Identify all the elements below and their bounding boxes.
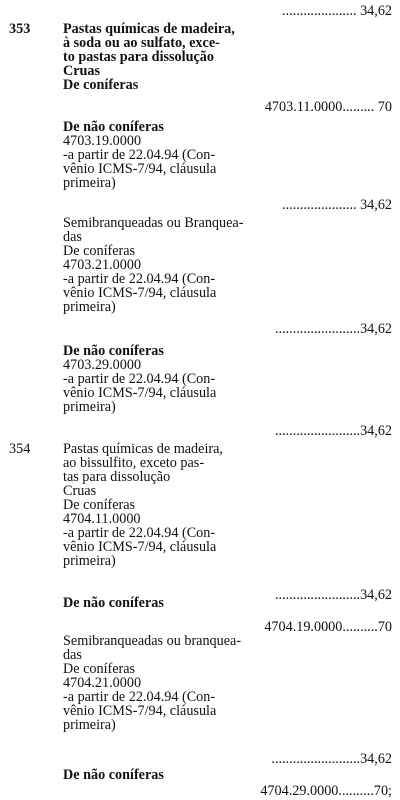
value-line: ..................... 34,62 — [282, 3, 392, 19]
group-note: primeira) — [63, 399, 116, 415]
value-line: .........................34,62 — [271, 751, 392, 767]
group-code: 4703.29.0000 — [63, 357, 142, 373]
item-heading-line: -a partir de 22.04.94 (Con- — [63, 525, 216, 541]
value-line: ........................34,62 — [274, 423, 392, 439]
group-label: Semibranqueadas ou Branquea- — [63, 215, 244, 231]
group-label: das — [63, 647, 82, 663]
item-number: 353 — [9, 21, 31, 37]
item-heading-line: vênio ICMS-7/94, cláusula — [63, 539, 217, 555]
group-label: De coníferas — [63, 661, 136, 677]
group-note: primeira) — [63, 175, 116, 191]
item-heading-line: De coníferas — [63, 497, 136, 513]
group-label: De não coníferas — [63, 595, 164, 611]
group-note: vênio ICMS-7/94, cláusula — [63, 385, 217, 401]
item-heading-line: à soda ou ao sulfato, exce- — [63, 35, 220, 51]
item-heading-line: Pastas químicas de madeira, — [63, 21, 235, 37]
code-value-line: 4703.11.0000......... 70 — [264, 99, 392, 115]
group-label: De coníferas — [63, 243, 136, 259]
code-value-line: 4704.29.0000..........70; — [260, 783, 392, 799]
item-heading-line: Pastas químicas de madeira, — [63, 441, 223, 457]
group-note: vênio ICMS-7/94, cláusula — [63, 703, 217, 719]
group-note: primeira) — [63, 717, 116, 733]
value-line: ..................... 34,62 — [282, 197, 392, 213]
group-label: Semibranqueadas ou branquea- — [63, 633, 242, 649]
group-note: -a partir de 22.04.94 (Con- — [63, 689, 216, 705]
item-heading-line: ao bissulfito, exceto pas- — [63, 455, 205, 471]
group-label: De não coníferas — [63, 119, 164, 135]
item-heading-line: tas para dissolução — [63, 469, 171, 485]
group-note: -a partir de 22.04.94 (Con- — [63, 371, 216, 387]
group-note: vênio ICMS-7/94, cláusula — [63, 285, 217, 301]
item-heading-line: 4704.11.0000 — [63, 511, 141, 527]
value-line: ........................34,62 — [274, 587, 392, 603]
group-label: das — [63, 229, 82, 245]
item-heading-line: Cruas — [63, 63, 101, 79]
value-line: ........................34,62 — [274, 321, 392, 337]
item-heading-line: primeira) — [63, 553, 116, 569]
item-heading-line: to pastas para dissolução — [63, 49, 214, 65]
group-label: De não coníferas — [63, 343, 164, 359]
group-label: De não coníferas — [63, 767, 164, 783]
item-heading-line: De coníferas — [63, 77, 139, 93]
group-code: 4704.21.0000 — [63, 675, 142, 691]
group-code: 4703.19.0000 — [63, 133, 142, 149]
item-heading-line: Cruas — [63, 483, 97, 499]
group-note: primeira) — [63, 299, 116, 315]
group-note: vênio ICMS-7/94, cláusula — [63, 161, 217, 177]
group-note: -a partir de 22.04.94 (Con- — [63, 147, 216, 163]
group-note: -a partir de 22.04.94 (Con- — [63, 271, 216, 287]
group-code: 4703.21.0000 — [63, 257, 142, 273]
code-value-line: 4704.19.0000..........70 — [264, 619, 392, 635]
item-number: 354 — [9, 441, 31, 457]
